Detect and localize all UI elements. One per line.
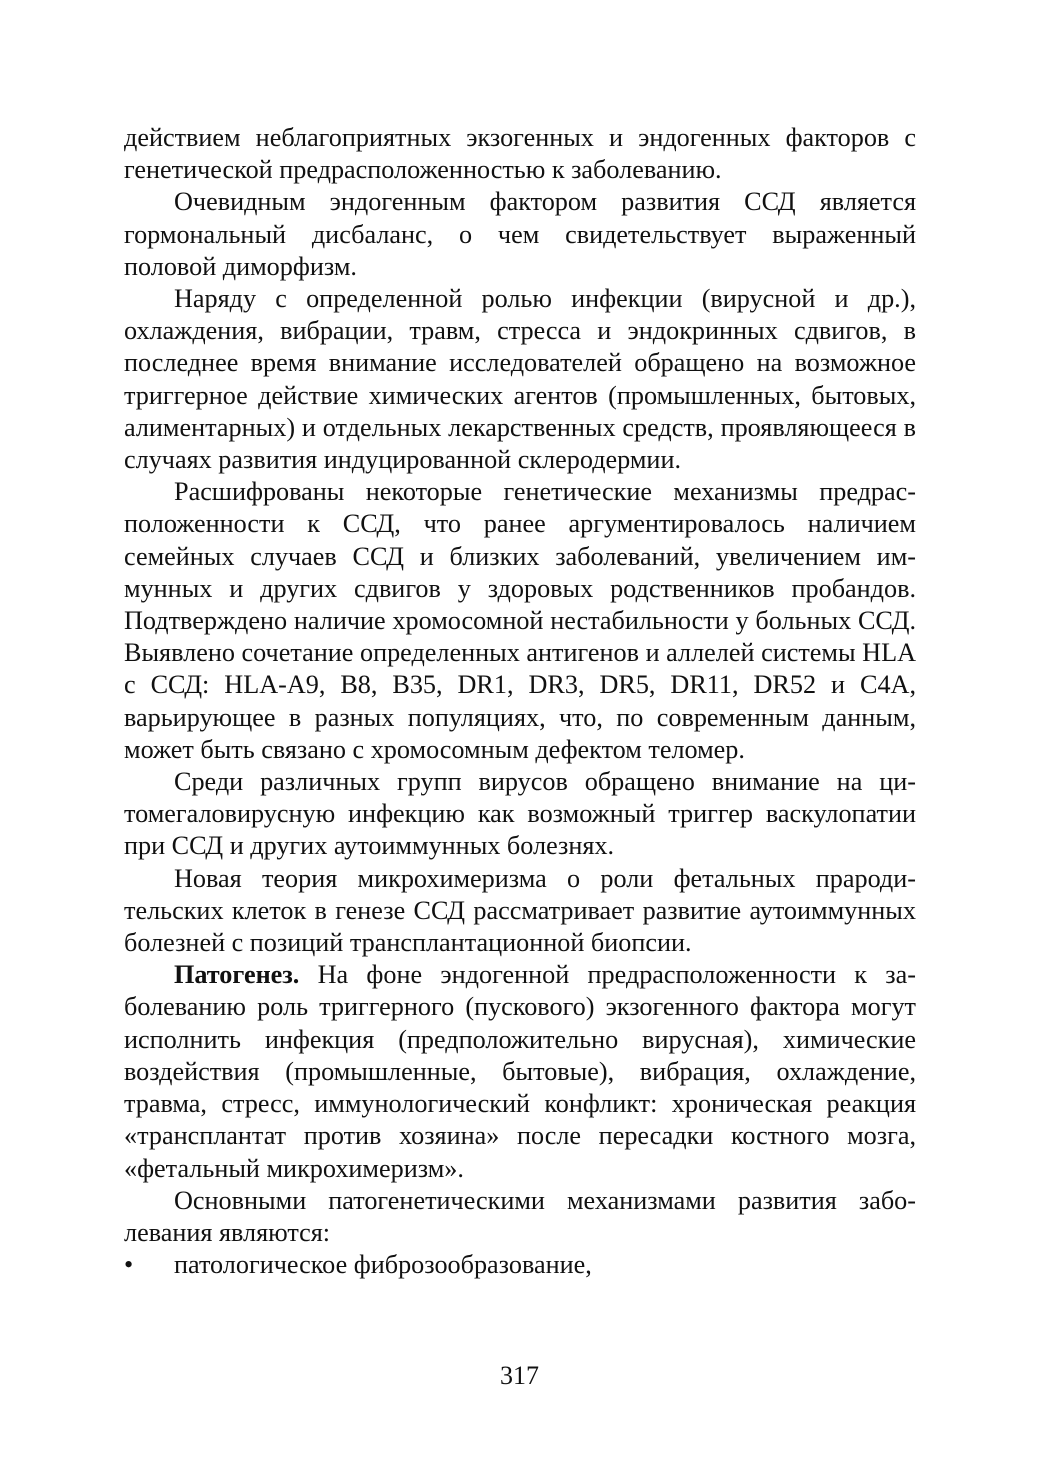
list-item bbox=[124, 1249, 916, 1281]
paragraph-genetics: Расшифрованы некоторые генетические механизмы предрасположенности к ССД, что ранее аргументировалось наличием семейных случаев ССД и близких заболеваний, увеличением иммунных и других сдвигов у здоровых родственников пробандов. Подтверждено наличие хромосомной нестабильности у больных ССД. Выявлено сочетание определенных антигенов и аллелей системы HLA с ССД: HLA-A9, B8, B35, DR1, DR3, DR5, DR11, DR52 и C4A, варьирующее в разных популяциях, что, по современным данным, может быть связано с хромосомным дефектом теломер. bbox=[124, 477, 916, 764]
paragraph-mechanisms-intro: Основными патогенетическими механизмами развития заболевания являются: bbox=[124, 1185, 916, 1247]
pathogenesis-heading: Патогенез. bbox=[174, 960, 300, 990]
paragraph-microchimerism: Новая теория микрохимеризма о роли фетальных прародительских клеток в генезе ССД рассматривает развитие аутоиммунных болезней с позиций трансплантационной биопсии. bbox=[124, 863, 916, 958]
paragraph-triggers: Наряду с определенной ролью инфекции (вирусной и др.), охлаждения, вибрации, травм, стресса и эндокринных сдвигов, в последнее время внимание исследователей обращено на возможное триггерное действие химических агентов (промышленных, бытовых, алиментарных) и отдельных лекарственных средств, проявляющееся в случаях развития индуцированной склеродермии. bbox=[124, 284, 916, 475]
paragraph-continuation: действием неблагоприятных экзогенных и эндогенных факторов с генетической предрасположенностью к заболеванию. bbox=[124, 123, 916, 185]
page-body bbox=[124, 122, 916, 1281]
paragraph-hormonal-factor: Очевидным эндогенным фактором развития ССД является гормональный дисбаланс, о чем свидетельствует выраженный половой диморфизм. bbox=[124, 187, 916, 281]
page-number: 317 bbox=[500, 1361, 539, 1390]
paragraph-pathogenesis bbox=[124, 959, 916, 1184]
paragraph-viruses: Среди различных групп вирусов обращено внимание на цитомегаловирусную инфекцию как возможный триггер васкулопатии при ССД и других аутоиммунных болезнях. bbox=[124, 767, 916, 861]
pathogenesis-text: На фоне эндогенной предрасположенности к заболеванию роль триггерного (пускового) экзогенного фактора могут исполнить инфекция (предположительно вирусная), химические воздействия (промышленные, бытовые), вибрация, охлаждение, травма, стресс, иммунологический конфликт: хроническая реакция «трансплантат против хозяина» после пересадки костного мозга, «фетальный микрохимеризм». bbox=[124, 960, 916, 1183]
bullet-text: патологическое фиброзообразование, bbox=[174, 1250, 592, 1280]
bullet-mark: • bbox=[124, 1250, 134, 1280]
